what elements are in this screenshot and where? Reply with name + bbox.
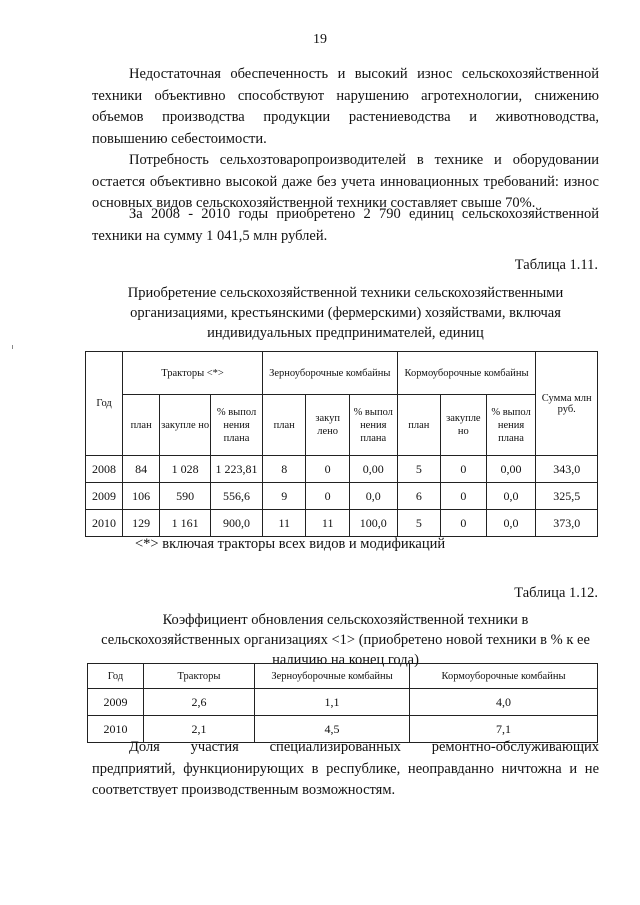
cell: 0 xyxy=(306,456,349,483)
margin-mark xyxy=(12,345,13,349)
cell: 0 xyxy=(441,456,487,483)
cell: 6 xyxy=(397,483,440,510)
cell: 0,0 xyxy=(486,510,536,537)
cell: 2,6 xyxy=(144,689,255,716)
paragraph-3: За 2008 - 2010 годы приобретено 2 790 единиц сельскохозяйственной техники на сумму 1 041,5 млн рублей. xyxy=(92,206,599,244)
paragraph-2: Потребность сельхозтоваропроизводителей в технике и оборудовании остается объективно высокой даже без учета инновационных требований: износ основных видов сельскохозяйственной техники составляет свыше 70%. xyxy=(92,152,599,211)
cell: 0 xyxy=(441,483,487,510)
table-2-title: Коэффициент обновления сельскохозяйственной техники в сельскохозяйственных организациях <1> (приобретено новой техники в % к ее наличию на конец года) xyxy=(101,612,590,668)
cell: 0,0 xyxy=(486,483,536,510)
table-row xyxy=(88,689,598,716)
header-bought: закупле но xyxy=(160,395,211,456)
cell: 1,1 xyxy=(255,689,410,716)
table-1-footnote: <*> включая тракторы всех видов и модификаций xyxy=(135,536,446,552)
renewal-coefficient-table xyxy=(87,663,598,743)
table-1-label: Таблица 1.11. xyxy=(514,257,598,273)
header-sum: Сумма млн руб. xyxy=(536,352,598,456)
cell: 325,5 xyxy=(536,483,598,510)
header-forage-combines: Кормоуборочные комбайны xyxy=(397,352,536,395)
table-row xyxy=(86,456,598,483)
header-plan: план xyxy=(397,395,440,456)
header-bought: закуп лено xyxy=(306,395,349,456)
cell: 556,6 xyxy=(211,483,263,510)
cell: 343,0 xyxy=(536,456,598,483)
cell: 590 xyxy=(160,483,211,510)
header-year: Год xyxy=(88,664,144,689)
header-forage-combines: Кормоуборочные комбайны xyxy=(410,664,598,689)
header-pct: % выпол нения плана xyxy=(349,395,397,456)
cell: 5 xyxy=(397,510,440,537)
cell: 0,00 xyxy=(486,456,536,483)
cell: 129 xyxy=(123,510,160,537)
cell: 0 xyxy=(441,510,487,537)
cell: 373,0 xyxy=(536,510,598,537)
cell: 9 xyxy=(263,483,306,510)
page-number: 19 xyxy=(313,32,327,47)
cell: 4,0 xyxy=(410,689,598,716)
header-tractors: Тракторы xyxy=(144,664,255,689)
cell: 2008 xyxy=(86,456,123,483)
cell: 1 161 xyxy=(160,510,211,537)
table-row xyxy=(86,510,598,537)
cell: 4,5 xyxy=(255,716,410,743)
header-plan: план xyxy=(123,395,160,456)
cell: 84 xyxy=(123,456,160,483)
header-grain-combines: Зерноуборочные комбайны xyxy=(255,664,410,689)
cell: 8 xyxy=(263,456,306,483)
cell: 100,0 xyxy=(349,510,397,537)
cell: 2009 xyxy=(86,483,123,510)
header-plan: план xyxy=(263,395,306,456)
cell: 7,1 xyxy=(410,716,598,743)
header-pct: % выпол нения плана xyxy=(486,395,536,456)
cell: 900,0 xyxy=(211,510,263,537)
header-bought: закупле но xyxy=(441,395,487,456)
acquisition-table xyxy=(85,351,598,537)
cell: 11 xyxy=(306,510,349,537)
cell: 2009 xyxy=(88,689,144,716)
table-row xyxy=(86,483,598,510)
paragraph-1: Недостаточная обеспеченность и высокий износ сельскохозяйственной техники объективно способствуют нарушению агротехнологии, снижению объемов производства продукции растениеводства и животноводства, повышению себестоимости. xyxy=(92,66,599,147)
cell: 0 xyxy=(306,483,349,510)
header-pct: % выпол нения плана xyxy=(211,395,263,456)
cell: 0,0 xyxy=(349,483,397,510)
cell: 2,1 xyxy=(144,716,255,743)
cell: 1 028 xyxy=(160,456,211,483)
header-tractors: Тракторы <*> xyxy=(123,352,263,395)
header-year: Год xyxy=(86,352,123,456)
cell: 1 223,81 xyxy=(211,456,263,483)
paragraph-4: Доля участия специализированных ремонтно-обслуживающих предприятий, функционирующих в республике, неоправданно ничтожна и не соответствует производственным возможностям. xyxy=(92,739,599,798)
cell: 2010 xyxy=(88,716,144,743)
cell: 5 xyxy=(397,456,440,483)
table-2-label: Таблица 1.12. xyxy=(514,585,598,601)
cell: 106 xyxy=(123,483,160,510)
cell: 11 xyxy=(263,510,306,537)
cell: 2010 xyxy=(86,510,123,537)
cell: 0,00 xyxy=(349,456,397,483)
table-1-title: Приобретение сельскохозяйственной техники сельскохозяйственными организациями, крестьянскими (фермерскими) хозяйствами, включая индивидуальных предпринимателей, единиц xyxy=(127,285,564,341)
header-grain-combines: Зерноуборочные комбайны xyxy=(263,352,398,395)
